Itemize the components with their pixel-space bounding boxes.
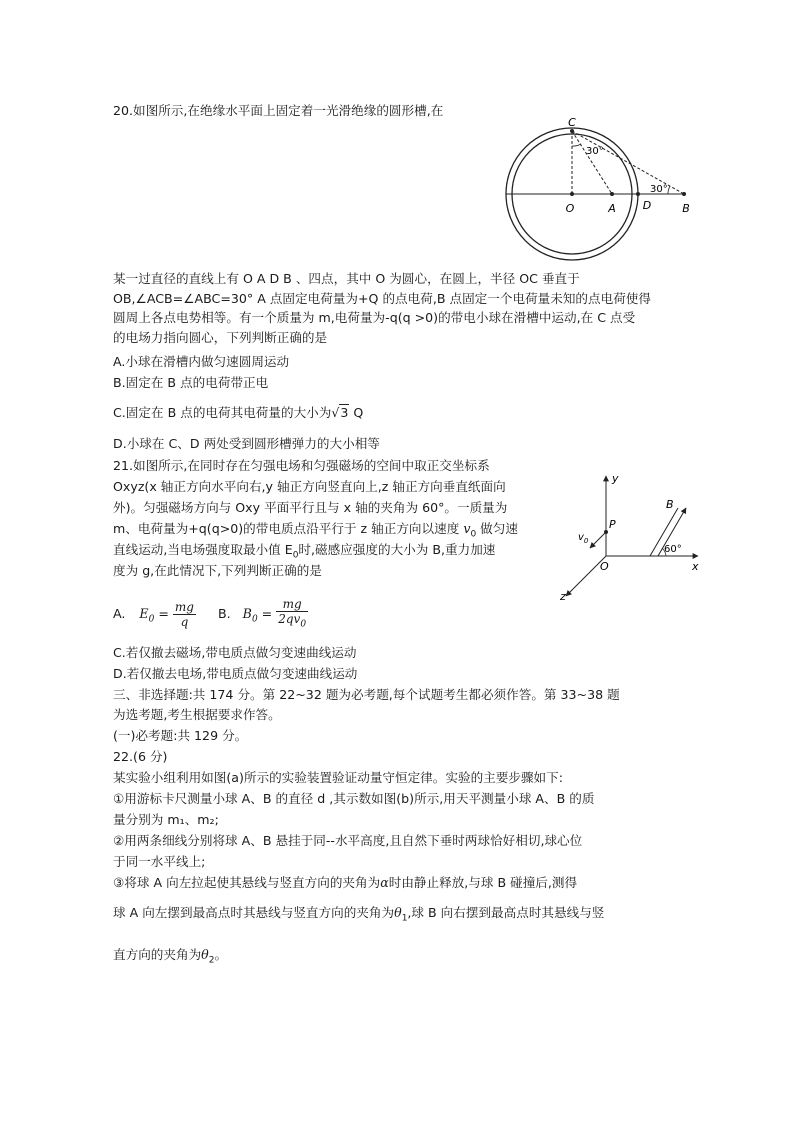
q21-line1: 21.如图所示,在同时存在匀强电场和匀强磁场的空间中取正交坐标系 — [113, 458, 490, 473]
q22-line5: 于同一水平线上; — [113, 854, 206, 869]
point-O — [570, 192, 574, 196]
sqrt-symbol: √ — [331, 405, 340, 420]
q22-line7: 球 A 向左摆到最高点时其悬线与竖直方向的夹角为$\theta_1$,球 B 向右摆到最高点时其悬线与竖 — [113, 905, 605, 924]
label-A: A — [608, 202, 616, 215]
q22-line4: ②用两条细线分别将球 A、B 悬挂于同--水平高度,且自然下垂时两球恰好相切,球心位 — [113, 833, 583, 848]
label-v0: $v_0$ — [578, 532, 589, 545]
q22-line6: ③将球 A 向左拉起使其悬线与竖直方向的夹角为α时由静止释放,与球 B 碰撞后,测得 — [113, 875, 578, 890]
q20-option-c: C.固定在 B 点的电荷其电荷量的大小为√3 Q — [113, 405, 364, 420]
point-C — [570, 129, 574, 133]
q20-line5: 的电场力指向圆心，下列判断正确的是 — [113, 330, 328, 345]
q21-axes-figure — [560, 468, 710, 608]
q20-circle-figure — [500, 112, 705, 262]
point-B — [682, 192, 686, 196]
q21-line4: m、电荷量为+q(q>0)的带电质点沿平行于 z 轴正方向以速度 $v_0$ 做匀速 — [113, 521, 518, 540]
q21-line5: 直线运动,当电场强度取最小值 $E_0$时,磁感应强度的大小为 B,重力加速 — [113, 542, 496, 561]
q20-line4: 圆周上各点电势相等。有一个质量为 m,电荷量为-q(q >0)的带电小球在滑槽中运动,在 C 点受 — [113, 310, 636, 325]
fraction-b: $\frac{mg}{2qv_0}$ — [278, 597, 307, 630]
point-D — [636, 192, 640, 196]
q21-line2: Oxyz(x 轴正方向水平向右,y 轴正方向竖直向上,z 轴正方向垂直纸面向 — [113, 479, 506, 494]
q20-option-d: D.小球在 C、D 两处受到圆形槽弹力的大小相等 — [113, 436, 380, 451]
q20-intro: 20.如图所示,在绝缘水平面上固定着一光滑绝缘的圆形槽,在 — [113, 103, 444, 118]
section3-line1: 三、非选择题:共 174 分。第 22~32 题为必考题,每个试题考生都必须作答。第 33~38 题 — [113, 687, 620, 702]
q21-option-c: C.若仅撤去磁场,带电质点做匀变速曲线运动 — [113, 645, 357, 660]
point-A — [610, 192, 614, 196]
label-y: y — [612, 472, 619, 485]
particle-P — [604, 530, 608, 534]
label-P: P — [609, 518, 616, 531]
q22-line3: 量分别为 m₁、m₂; — [113, 812, 219, 827]
label-B: B — [682, 202, 690, 215]
q22-number: 22.(6 分) — [113, 749, 168, 764]
line-CA — [572, 131, 612, 194]
q20-line2: 某一过直径的直线上有 O A D B 、四点，其中 O 为圆心，在圆上，半径 OC 垂直于 — [113, 271, 580, 286]
velocity-arrow — [590, 532, 606, 548]
section3-line3: (一)必考题:共 129 分。 — [113, 728, 248, 743]
label-x: x — [692, 560, 699, 573]
q22-line8: 直方向的夹角为$\theta_2$。 — [113, 947, 228, 966]
q22-line1: 某实验小组利用如图(a)所示的实验装置验证动量守恒定律。实验的主要步骤如下: — [113, 770, 563, 785]
angle-label-C: 30° — [586, 146, 604, 157]
label-C: C — [568, 116, 576, 129]
label-D: D — [642, 199, 652, 212]
q20-line3: OB,∠ACB=∠ABC=30° A 点固定电荷量为+Q 的点电荷,B 点固定一个电荷量未知的点电荷使得 — [113, 291, 651, 306]
q20-option-b: B.固定在 B 点的电荷带正电 — [113, 375, 269, 390]
label-60deg: 60° — [664, 544, 682, 555]
q21-line3: 外)。匀强磁场方向与 Oxy 平面平行且与 x 轴的夹角为 60°。一质量为 — [113, 500, 508, 515]
label-z: z — [560, 590, 566, 603]
fraction-a: $\frac{mg}{q}$ — [174, 600, 194, 629]
label-O: O — [600, 560, 609, 573]
q21-line6: 度为 g,在此情况下,下列判断正确的是 — [113, 563, 322, 578]
label-B: B — [666, 498, 674, 511]
q20-option-a: A.小球在滑槽内做匀速圆周运动 — [113, 354, 290, 369]
q21-option-d: D.若仅撤去电场,带电质点做匀变速曲线运动 — [113, 666, 358, 681]
q21-options-ab: A. $E_0$ = $\frac{mg}{q}$ B. $B_0$ = $\frac{mg}{2qv_0}$ — [113, 597, 307, 630]
angle-arc-C — [572, 144, 581, 146]
angle-label-B: 30° — [650, 184, 668, 195]
angle-arc-B — [668, 186, 670, 194]
q22-line2: ①用游标卡尺测量小球 A、B 的直径 d ,其示数如图(b)所示,用天平测量小球 A、B 的质 — [113, 791, 595, 806]
section3-line2: 为选考题,考生根据要求作答。 — [113, 707, 281, 722]
label-O: O — [565, 202, 575, 215]
